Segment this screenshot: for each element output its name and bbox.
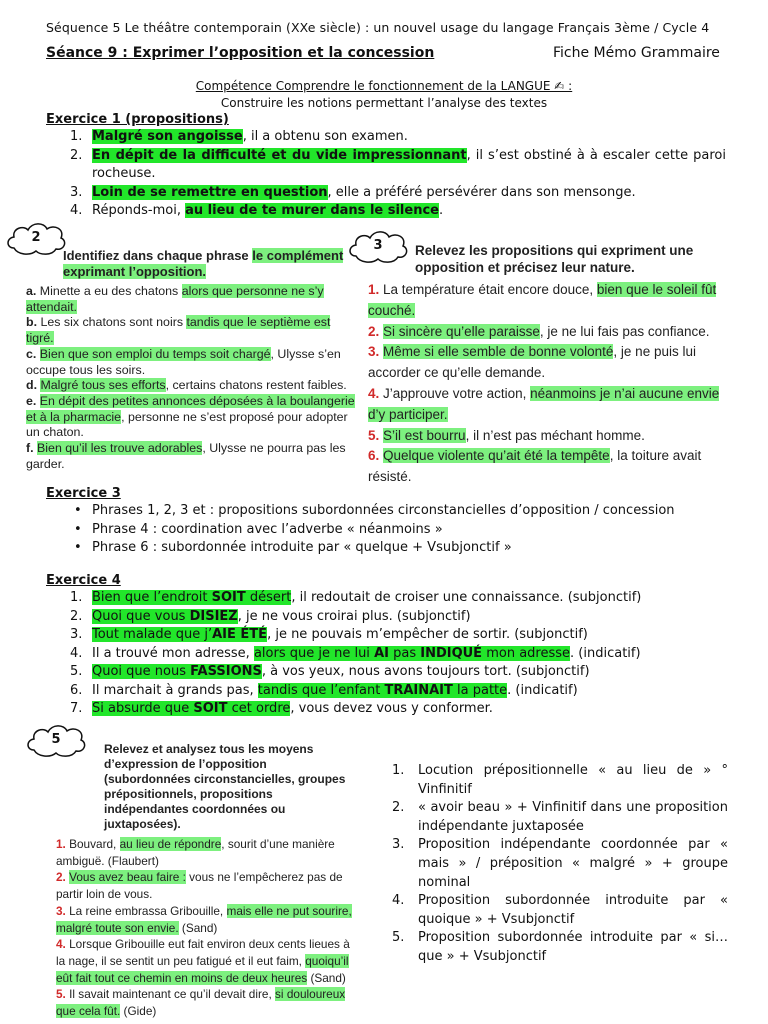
list-item: • Phrase 6 : subordonnée introduite par « quelque + Vsubjonctif » bbox=[46, 539, 736, 558]
list-item: 1. Bien que l’endroit SOIT désert, il redoutait de croiser une connaissance. (subjonctif) bbox=[70, 590, 642, 605]
book-item: 3. Même si elle semble de bonne volonté, je ne puis lui accorder ce qu’elle demande. bbox=[368, 344, 696, 381]
exercise-2-instruction: Identifiez dans chaque phrase le complément exprimant l’opposition. bbox=[63, 248, 344, 279]
book-item: b. Les six chatons sont noirs tandis que le septième est tigré. bbox=[26, 315, 331, 346]
book-item: d. Malgré tous ses efforts, certains chatons restent faibles. bbox=[26, 378, 347, 393]
exercise-3-book-panel bbox=[368, 242, 730, 488]
exercise-1-list bbox=[46, 128, 726, 221]
list-item: 4. Proposition subordonnée introduite par « quoique » + Vsubjonctif bbox=[392, 893, 728, 927]
list-item: 2. En dépit de la difficulté et du vide impressionnant, il s’est obstiné à à escaler cette paroi rocheuse. bbox=[70, 147, 726, 181]
list-item: 2. Quoi que vous DISIEZ, je ne vous croirai plus. (subjonctif) bbox=[70, 608, 471, 624]
exercise-4-list bbox=[46, 589, 736, 719]
exercise-3 bbox=[46, 486, 736, 558]
list-item: 2. « avoir beau » + Vinfinitif dans une proposition indépendante juxtaposée bbox=[392, 800, 728, 834]
list-item: 5. Quoi que nous FASSIONS, à vos yeux, nous avons toujours tort. (subjonctif) bbox=[70, 664, 590, 679]
list-item: 3. Proposition indépendante coordonnée par « mais » / préposition « malgré » + groupe nominal bbox=[392, 837, 728, 890]
cloud-number: 3 bbox=[373, 238, 383, 253]
book-item: a. Minette a eu des chatons alors que personne ne s’y attendait. bbox=[26, 284, 324, 314]
book-item: 1. La température était encore douce, bien que le soleil fût couché. bbox=[368, 282, 717, 318]
list-item: 4. Réponds-moi, au lieu de te murer dans le silence. bbox=[70, 203, 444, 218]
exercise-2-book-panel bbox=[26, 248, 356, 472]
book-item: 3. La reine embrassa Gribouille, mais elle ne put sourire, malgré toute son envie. (Sand) bbox=[56, 903, 352, 935]
list-item: 1. Locution prépositionnelle « au lieu de » ° Vinfinitif bbox=[392, 763, 728, 797]
competence-block bbox=[0, 78, 768, 112]
exercise-1-title: Exercice 1 (propositions) bbox=[46, 112, 229, 127]
book-item: 5. Il savait maintenant ce qu’il devait dire, si douloureux que cela fût. (Gide) bbox=[56, 987, 346, 1019]
competence-line1: Compétence Comprendre le fonctionnement de la LANGUE ✍ : bbox=[195, 79, 573, 93]
exercise-5-book-panel bbox=[56, 742, 356, 1020]
list-item: 5. Proposition subordonnée introduite par « si…que » + Vsubjonctif bbox=[392, 930, 728, 964]
book-item: 4. J’approuve votre action, néanmoins je n’ai aucune envie d’y participer. bbox=[368, 385, 720, 422]
book-item: 5. S’il est bourru, il n’est pas méchant homme. bbox=[368, 427, 645, 443]
exercise-3-instruction: Relevez les propositions qui expriment une opposition et précisez leur nature. bbox=[415, 243, 694, 275]
exercise-4-title: Exercice 4 bbox=[46, 573, 121, 588]
seance-title: Séance 9 : Exprimer l’opposition et la concession bbox=[46, 45, 435, 61]
list-item: 4. Il a trouvé mon adresse, alors que je ne lui AI pas INDIQUÉ mon adresse. (indicatif) bbox=[70, 645, 641, 661]
book-item: 6. Quelque violente qu’ait été la tempête, la toiture avait résisté. bbox=[368, 448, 702, 485]
list-item: 3. Tout malade que j’AIE ÉTÉ, je ne pouvais m’empêcher de sortir. (subjonctif) bbox=[70, 627, 588, 642]
exercise-3-bullets bbox=[46, 502, 736, 558]
exercise-5-list bbox=[392, 762, 728, 967]
list-item: 6. Il marchait à grands pas, tandis que l’enfant TRAINAIT la patte. (indicatif) bbox=[70, 682, 578, 698]
cloud-number: 5 bbox=[51, 732, 61, 747]
book-item: 1. Bouvard, au lieu de répondre, sourit d’une manière ambiguë. (Flaubert) bbox=[56, 837, 335, 868]
exercise-3-title: Exercice 3 bbox=[46, 486, 121, 501]
list-item: • Phrase 4 : coordination avec l’adverbe « néanmoins » bbox=[46, 521, 736, 540]
exercise-1 bbox=[46, 112, 726, 221]
book-item: 2. Vous avez beau faire : vous ne l’empêcherez pas de partir loin de vous. bbox=[56, 870, 343, 902]
fiche-label: Fiche Mémo Grammaire bbox=[553, 45, 720, 61]
book-item: c. Bien que son emploi du temps soit chargé, Ulysse s’en occupe tous les soirs. bbox=[26, 346, 341, 377]
book-item: e. En dépit des petites annonces déposées à la boulangerie et à la pharmacie, personne ne s’est proposé pour adopter un chaton. bbox=[26, 393, 355, 440]
list-item: 7. Si absurde que SOIT cet ordre, vous devez vous y conformer. bbox=[70, 701, 493, 716]
book-item: 4. Lorsque Gribouille eut fait environ deux cents lieues à la nage, il se sentit un peu fatigué et il eut faim, quoiqu’il eût fait tout ce chemin en moins de deux heures (Sand) bbox=[56, 937, 350, 985]
competence-line2: Construire les notions permettant l’analyse des textes bbox=[220, 96, 548, 110]
book-item: 2. Si sincère qu’elle paraisse, je ne lui fais pas confiance. bbox=[368, 323, 710, 339]
sequence-header: Séquence 5 Le théâtre contemporain (XXe siècle) : un nouvel usage du langage Français 3ème / Cycle 4 bbox=[46, 20, 710, 35]
book-item: f. Bien qu’il les trouve adorables, Ulysse ne pourra pas les garder. bbox=[26, 441, 346, 471]
list-item: • Phrases 1, 2, 3 et : propositions subordonnées circonstancielles d’opposition / concession bbox=[46, 502, 736, 521]
exercise-5-instruction: Relevez et analysez tous les moyens d’expression de l’opposition (subordonnées circonstancielles, groupes prépositionnels, propositions indépendantes coordonnées ou juxtaposées). bbox=[104, 742, 346, 831]
list-item: 3. Loin de se remettre en question, elle a préféré persévérer dans son mensonge. bbox=[70, 184, 636, 200]
list-item: 1. Malgré son angoisse, il a obtenu son examen. bbox=[70, 129, 408, 144]
cloud-number: 2 bbox=[31, 230, 41, 245]
exercise-5-answers bbox=[392, 762, 728, 967]
exercise-4 bbox=[46, 573, 736, 719]
